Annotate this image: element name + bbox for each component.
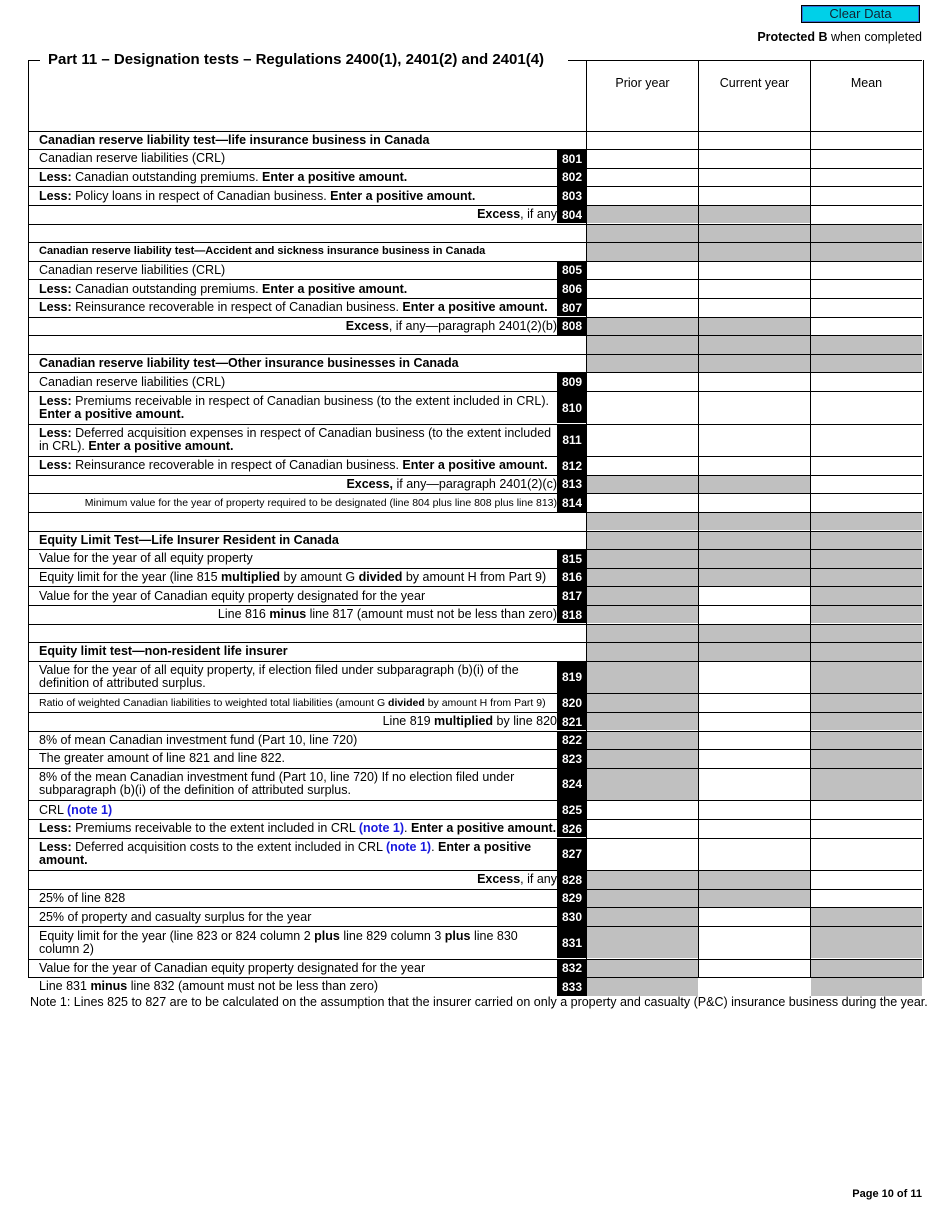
line-812-current-year-field[interactable] <box>699 457 810 475</box>
section-title: Canadian reserve liability test—life insurance business in Canada <box>39 132 430 147</box>
line-805-prior-year-field[interactable] <box>587 262 698 280</box>
line-818-prior-year-field <box>587 606 698 624</box>
section-title: Canadian reserve liability test—Other insurance businesses in Canada <box>39 355 459 370</box>
blank-cell <box>699 355 810 373</box>
line-821-prior-year-field <box>587 713 698 731</box>
line-description: Value for the year of all equity property <box>39 551 253 566</box>
line-description: Canadian reserve liabilities (CRL) <box>39 151 226 166</box>
line-827 <box>29 838 922 871</box>
line-number-badge: 802 <box>557 169 587 187</box>
line-description: Excess, if any—paragraph 2401(2)(b) <box>345 318 557 333</box>
blank-cell <box>811 243 922 261</box>
line-814-mean-field[interactable] <box>811 494 922 512</box>
line-806-prior-year-field[interactable] <box>587 280 698 298</box>
line-831-mean-field <box>811 927 922 959</box>
line-description: Less: Canadian outstanding premiums. Enter a positive amount. <box>39 169 408 184</box>
line-description: Equity limit for the year (line 815 multiplied by amount G divided by amount H from Part 9) <box>39 569 547 584</box>
line-809-current-year-field[interactable] <box>699 373 810 391</box>
line-801-current-year-field[interactable] <box>699 150 810 168</box>
line-806-mean-field[interactable] <box>811 280 922 298</box>
line-description: The greater amount of line 821 and line 822. <box>39 751 286 766</box>
line-description: Less: Reinsurance recoverable in respect of Canadian business. Enter a positive amount. <box>39 458 548 473</box>
line-833-prior-year-field <box>587 978 698 996</box>
line-description: Line 831 minus line 832 (amount must not be less than zero) <box>39 979 379 994</box>
line-825-mean-field[interactable] <box>811 801 922 819</box>
line-805-current-year-field[interactable] <box>699 262 810 280</box>
section-header <box>29 642 922 661</box>
blank-cell <box>587 225 698 243</box>
column-header-mean: Mean <box>850 76 883 90</box>
line-830 <box>29 907 922 926</box>
line-815-mean-field <box>811 550 922 568</box>
line-822-mean-field <box>811 732 922 750</box>
line-815-prior-year-field <box>587 550 698 568</box>
line-description: Less: Reinsurance recoverable in respect of Canadian business. Enter a positive amount. <box>39 300 548 315</box>
line-number-badge: 826 <box>557 820 587 838</box>
line-832-mean-field <box>811 960 922 978</box>
line-description: Value for the year of Canadian equity property designated for the year <box>39 588 426 603</box>
line-804-prior-year-field <box>587 206 698 224</box>
line-number-badge: 820 <box>557 694 587 712</box>
line-description: Less: Premiums receivable to the extent included in CRL (note 1). Enter a positive amount. <box>39 821 557 836</box>
line-description: Equity limit for the year (line 823 or 824 column 2 plus line 829 column 3 plus line 830 column 2) <box>39 928 518 956</box>
blank-cell <box>699 243 810 261</box>
blank-cell <box>811 513 922 531</box>
line-809 <box>29 372 922 391</box>
line-number-badge: 833 <box>557 978 587 996</box>
line-description: Minimum value for the year of property required to be designated (line 804 plus line 808 plus line 813) <box>84 496 557 509</box>
line-830-mean-field <box>811 908 922 926</box>
line-817-prior-year-field <box>587 587 698 605</box>
part-title: Part 11 – Designation tests – Regulations 2400(1), 2401(2) and 2401(4) <box>48 51 545 68</box>
line-description: Less: Deferred acquisition costs to the extent included in CRL (note 1). Enter a positive amount. <box>39 840 532 868</box>
line-number-badge: 813 <box>557 476 587 494</box>
line-825-current-year-field[interactable] <box>699 801 810 819</box>
line-828-mean-field[interactable] <box>811 871 922 889</box>
line-829-prior-year-field <box>587 890 698 908</box>
line-807-mean-field[interactable] <box>811 299 922 317</box>
line-818-current-year-field[interactable] <box>699 606 810 624</box>
line-828-current-year-field <box>699 871 810 889</box>
line-description: Canadian reserve liabilities (CRL) <box>39 374 226 389</box>
blank-cell <box>699 513 810 531</box>
line-number-badge: 817 <box>557 587 587 605</box>
line-820-mean-field <box>811 694 922 712</box>
line-number-badge: 822 <box>557 732 587 750</box>
line-description: 8% of mean Canadian investment fund (Part 10, line 720) <box>39 732 358 747</box>
line-820-prior-year-field <box>587 694 698 712</box>
blank-cell <box>699 625 810 643</box>
blank-cell <box>811 355 922 373</box>
blank-cell <box>699 132 810 150</box>
line-803-prior-year-field[interactable] <box>587 187 698 205</box>
line-805 <box>29 261 922 280</box>
line-number-badge: 824 <box>557 769 587 801</box>
blank-cell <box>699 532 810 550</box>
line-824-mean-field <box>811 769 922 801</box>
line-number-badge: 810 <box>557 392 587 424</box>
line-808-prior-year-field <box>587 318 698 336</box>
line-description: Value for the year of all equity property, if election filed under subparagraph (b)(i) of the definition of attributed surplus. <box>39 663 519 691</box>
line-812-prior-year-field[interactable] <box>587 457 698 475</box>
blank-cell <box>811 132 922 150</box>
line-811-current-year-field[interactable] <box>699 425 810 457</box>
blank-cell <box>587 132 698 150</box>
line-number-badge: 825 <box>557 801 587 819</box>
line-number-badge: 811 <box>557 425 587 457</box>
line-831 <box>29 926 922 959</box>
blank-cell <box>811 225 922 243</box>
line-number-badge: 803 <box>557 187 587 205</box>
line-802-mean-field[interactable] <box>811 169 922 187</box>
line-817-current-year-field[interactable] <box>699 587 810 605</box>
line-829 <box>29 889 922 908</box>
line-833-mean-field <box>811 978 922 996</box>
blank-cell <box>811 625 922 643</box>
line-812-mean-field[interactable] <box>811 457 922 475</box>
line-824-prior-year-field <box>587 769 698 801</box>
line-description <box>39 336 557 354</box>
line-description: CRL (note 1) <box>39 802 113 817</box>
line-807-current-year-field[interactable] <box>699 299 810 317</box>
line-822-prior-year-field <box>587 732 698 750</box>
line-802-current-year-field[interactable] <box>699 169 810 187</box>
line-808-mean-field[interactable] <box>811 318 922 336</box>
line-description <box>39 225 557 243</box>
line-803 <box>29 186 922 205</box>
clear-data-button[interactable]: Clear Data <box>801 5 920 23</box>
line-828-prior-year-field <box>587 871 698 889</box>
line-825 <box>29 800 922 819</box>
line-816-prior-year-field <box>587 569 698 587</box>
line-806 <box>29 279 922 298</box>
line-number-badge: 829 <box>557 890 587 908</box>
section-header <box>29 354 922 373</box>
line-description: 8% of the mean Canadian investment fund (Part 10, line 720) If no election filed under subparagraph (b)(i) of the definition of attributed surplus. <box>39 770 515 798</box>
blank-cell <box>699 225 810 243</box>
blank-cell <box>587 625 698 643</box>
line-number-badge: 818 <box>557 606 587 624</box>
line-description: Canadian reserve liabilities (CRL) <box>39 262 226 277</box>
line-816-current-year-field <box>699 569 810 587</box>
line-801-prior-year-field[interactable] <box>587 150 698 168</box>
line-801 <box>29 149 922 168</box>
line-820 <box>29 693 922 712</box>
line-description: Value for the year of Canadian equity property designated for the year <box>39 960 426 975</box>
line-806-current-year-field[interactable] <box>699 280 810 298</box>
line-809-prior-year-field[interactable] <box>587 373 698 391</box>
line-816 <box>29 568 922 587</box>
line-819-current-year-field[interactable] <box>699 662 810 694</box>
line-819 <box>29 661 922 694</box>
line-811-prior-year-field[interactable] <box>587 425 698 457</box>
line-814-current-year-field[interactable] <box>699 494 810 512</box>
protected-b-notice: Protected B when completed <box>757 30 922 44</box>
line-number-badge: 816 <box>557 569 587 587</box>
line-819-mean-field <box>811 662 922 694</box>
line-833-current-year-field[interactable] <box>699 978 810 996</box>
line-number-badge: 814 <box>557 494 587 512</box>
line-817 <box>29 586 922 605</box>
line-807-prior-year-field[interactable] <box>587 299 698 317</box>
blank-cell <box>587 532 698 550</box>
line-810 <box>29 391 922 424</box>
line-823-current-year-field[interactable] <box>699 750 810 768</box>
line-description: 25% of line 828 <box>39 890 126 905</box>
line-832-current-year-field[interactable] <box>699 960 810 978</box>
line-number-badge: 828 <box>557 871 587 889</box>
line-821 <box>29 712 922 731</box>
line-number-badge: 821 <box>557 713 587 731</box>
line-825-prior-year-field[interactable] <box>587 801 698 819</box>
line-804-current-year-field <box>699 206 810 224</box>
line-826-mean-field[interactable] <box>811 820 922 838</box>
line-description: Excess, if any <box>477 872 557 887</box>
blank-cell <box>587 336 698 354</box>
section-title: Canadian reserve liability test—Accident and sickness insurance business in Canada <box>39 245 486 258</box>
line-801-mean-field[interactable] <box>811 150 922 168</box>
line-number-badge: 827 <box>557 839 587 871</box>
line-description <box>39 625 557 643</box>
line-831-prior-year-field <box>587 927 698 959</box>
section-title: Equity Limit Test—Life Insurer Resident in Canada <box>39 532 339 547</box>
line-827-prior-year-field[interactable] <box>587 839 698 871</box>
line-811-mean-field[interactable] <box>811 425 922 457</box>
line-number-badge: 801 <box>557 150 587 168</box>
line-number-badge: 823 <box>557 750 587 768</box>
line-832 <box>29 959 922 978</box>
blank-cell <box>587 243 698 261</box>
line-802 <box>29 168 922 187</box>
line-829-current-year-field <box>699 890 810 908</box>
line-830-current-year-field[interactable] <box>699 908 810 926</box>
line-803-mean-field[interactable] <box>811 187 922 205</box>
line-814-prior-year-field[interactable] <box>587 494 698 512</box>
line-802-prior-year-field[interactable] <box>587 169 698 187</box>
line-816-mean-field <box>811 569 922 587</box>
line-822-current-year-field[interactable] <box>699 732 810 750</box>
blank-cell <box>587 643 698 661</box>
section-title: Equity limit test—non-resident life insurer <box>39 644 288 659</box>
line-826-current-year-field[interactable] <box>699 820 810 838</box>
line-821-current-year-field[interactable] <box>699 713 810 731</box>
blank-cell <box>587 513 698 531</box>
line-description: Line 819 multiplied by line 820 <box>382 714 557 729</box>
line-number-badge: 806 <box>557 280 587 298</box>
line-830-prior-year-field <box>587 908 698 926</box>
line-827-current-year-field[interactable] <box>699 839 810 871</box>
line-813-current-year-field <box>699 476 810 494</box>
column-header-prior-year: Prior year <box>615 76 670 90</box>
line-832-prior-year-field <box>587 960 698 978</box>
line-824-current-year-field[interactable] <box>699 769 810 801</box>
blank-cell <box>811 643 922 661</box>
line-number-badge: 815 <box>557 550 587 568</box>
line-number-badge: 804 <box>557 206 587 224</box>
line-822 <box>29 731 922 750</box>
line-807 <box>29 298 922 317</box>
line-804 <box>29 205 922 224</box>
spacer-row <box>29 512 922 531</box>
blank-cell <box>811 336 922 354</box>
line-number-badge: 819 <box>557 662 587 694</box>
line-number-badge: 812 <box>557 457 587 475</box>
line-number-badge: 807 <box>557 299 587 317</box>
line-813-prior-year-field <box>587 476 698 494</box>
line-805-mean-field[interactable] <box>811 262 922 280</box>
line-803-current-year-field[interactable] <box>699 187 810 205</box>
line-number-badge: 805 <box>557 262 587 280</box>
line-number-badge: 809 <box>557 373 587 391</box>
line-description: Less: Premiums receivable in respect of Canadian business (to the extent included in CRL). Enter a positive amount. <box>39 393 549 421</box>
line-description: Less: Deferred acquisition expenses in respect of Canadian business (to the extent included in CRL). Enter a positive amount. <box>39 426 552 454</box>
line-description <box>39 513 557 531</box>
line-819-prior-year-field <box>587 662 698 694</box>
line-823-prior-year-field <box>587 750 698 768</box>
line-823-mean-field <box>811 750 922 768</box>
line-810-mean-field[interactable] <box>811 392 922 424</box>
line-817-mean-field <box>811 587 922 605</box>
line-812 <box>29 456 922 475</box>
line-829-mean-field[interactable] <box>811 890 922 908</box>
line-number-badge: 830 <box>557 908 587 926</box>
line-description: Excess, if any <box>477 207 557 222</box>
line-description: Ratio of weighted Canadian liabilities to weighted total liabilities (amount G divided by amount H from Part 9) <box>39 696 546 709</box>
line-810-prior-year-field[interactable] <box>587 392 698 424</box>
line-833 <box>29 977 922 996</box>
line-810-current-year-field[interactable] <box>699 392 810 424</box>
line-804-mean-field[interactable] <box>811 206 922 224</box>
page-number: Page 10 of 11 <box>852 1188 922 1200</box>
line-814 <box>29 493 922 512</box>
spacer-row <box>29 624 922 643</box>
spacer-row <box>29 224 922 243</box>
line-820-current-year-field[interactable] <box>699 694 810 712</box>
blank-cell <box>811 532 922 550</box>
blank-cell <box>699 643 810 661</box>
line-823 <box>29 749 922 768</box>
blank-cell <box>587 355 698 373</box>
line-description: 25% of property and casualty surplus for the year <box>39 909 312 924</box>
line-813 <box>29 475 922 494</box>
line-809-mean-field[interactable] <box>811 373 922 391</box>
line-818 <box>29 605 922 624</box>
line-828 <box>29 870 922 889</box>
section-header <box>29 131 922 150</box>
line-number-badge: 831 <box>557 927 587 959</box>
line-number-badge: 832 <box>557 960 587 978</box>
column-header-current-year: Current year <box>719 76 790 90</box>
line-826 <box>29 819 922 838</box>
line-815-current-year-field <box>699 550 810 568</box>
spacer-row <box>29 335 922 354</box>
blank-cell <box>699 336 810 354</box>
line-818-mean-field <box>811 606 922 624</box>
line-826-prior-year-field[interactable] <box>587 820 698 838</box>
section-header <box>29 242 922 261</box>
section-header <box>29 531 922 550</box>
line-813-mean-field[interactable] <box>811 476 922 494</box>
note-1: Note 1: Lines 825 to 827 are to be calculated on the assumption that the insurer carried on only a property and casualty (P&C) insurance business during the year. <box>30 995 928 1009</box>
line-number-badge: 808 <box>557 318 587 336</box>
line-808 <box>29 317 922 336</box>
line-description: Less: Canadian outstanding premiums. Enter a positive amount. <box>39 281 408 296</box>
line-815 <box>29 549 922 568</box>
line-description: Less: Policy loans in respect of Canadian business. Enter a positive amount. <box>39 188 476 203</box>
line-831-current-year-field[interactable] <box>699 927 810 959</box>
line-808-current-year-field <box>699 318 810 336</box>
line-811 <box>29 424 922 457</box>
line-827-mean-field[interactable] <box>811 839 922 871</box>
line-821-mean-field <box>811 713 922 731</box>
line-description: Excess, if any—paragraph 2401(2)(c) <box>346 476 557 491</box>
line-824 <box>29 768 922 801</box>
line-description: Line 816 minus line 817 (amount must not be less than zero) <box>217 607 557 622</box>
